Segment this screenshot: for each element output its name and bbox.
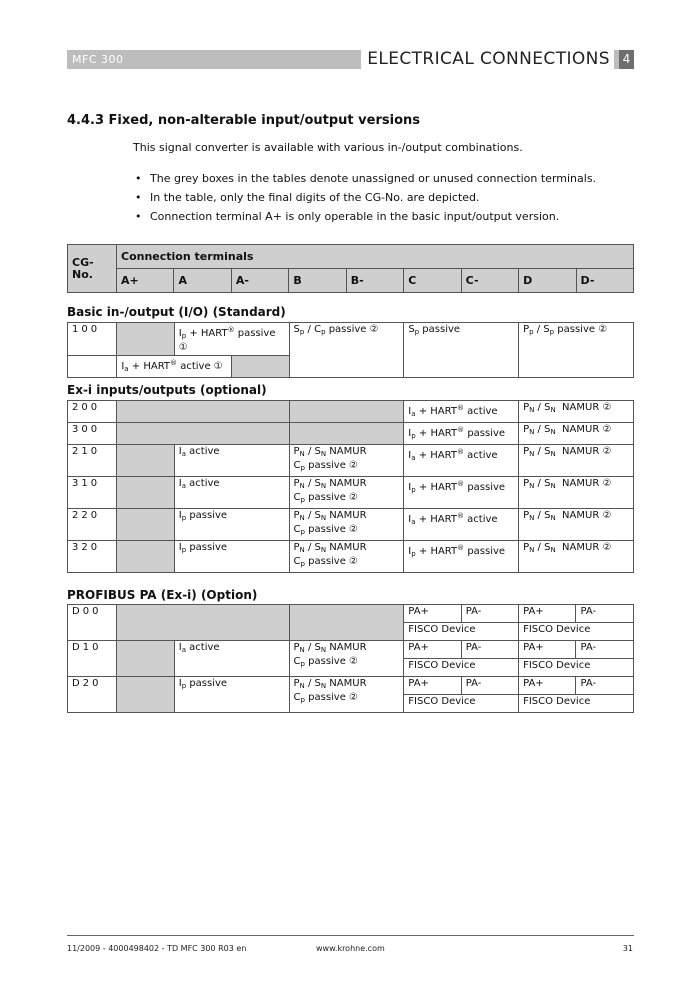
- grey-cell: [117, 423, 289, 445]
- terminal-header: D-: [576, 269, 634, 293]
- grey-cell: [289, 401, 404, 423]
- bullet-list: [133, 172, 596, 229]
- page-number: 31: [622, 944, 633, 953]
- grey-cell: [117, 677, 174, 713]
- pa-plus-c: PA+: [404, 677, 461, 695]
- pa-plus-d: PA+: [519, 641, 576, 659]
- bullet-item: • Connection terminal A+ is only operable in the basic input/output version.: [133, 210, 596, 229]
- cg-no-header: CG-No.: [68, 245, 117, 293]
- terminal-d-value: $P_N / S_N$ NAMUR ②: [519, 423, 634, 445]
- terminal-b-value: $P_N / S_N$ NAMUR $C_p$ passive ②: [289, 509, 404, 541]
- terminal-header: A-: [231, 269, 288, 293]
- footer-website[interactable]: www.krohne.com: [316, 944, 385, 953]
- pa-minus-c: PA-: [461, 641, 518, 659]
- terminal-a-value: $I_p$ passive: [174, 541, 289, 573]
- intro-text: This signal converter is available with various in-/output combinations.: [133, 141, 523, 154]
- cg-code: 210: [68, 445, 117, 477]
- pa-minus-d: PA-: [576, 605, 634, 623]
- terminal-b-value: $P_N / S_N$ NAMUR $C_p$ passive ②: [289, 641, 404, 677]
- bullet-item: • The grey boxes in the tables denote unassigned or unused connection terminals.: [133, 172, 596, 191]
- cg-code: 200: [68, 401, 117, 423]
- group-title-profibus: PROFIBUS PA (Ex-i) (Option): [67, 588, 258, 602]
- terminal-d-value: $P_N / S_N$ NAMUR ②: [519, 401, 634, 423]
- terminal-c-value: $S_p$ passive: [404, 323, 519, 378]
- terminal-a-value: $I_a$ active: [174, 477, 289, 509]
- terminal-a-value: $I_p$ passive: [174, 677, 289, 713]
- grey-cell: [117, 541, 174, 573]
- exi-table: [67, 400, 634, 573]
- chapter-title: ELECTRICAL CONNECTIONS: [361, 49, 614, 70]
- chapter-number: 4: [619, 50, 634, 69]
- terminal-header: A: [174, 269, 231, 293]
- terminal-c-value: $I_p$ + HART® passive: [404, 541, 519, 573]
- pa-minus-d: PA-: [576, 677, 634, 695]
- terminal-d-value: $P_N / S_N$ NAMUR ②: [519, 509, 634, 541]
- terminal-c-value: $I_a$ + HART® active: [404, 509, 519, 541]
- terminal-c-value: $I_p$ + HART® passive: [404, 423, 519, 445]
- fisco-device-c: FISCO Device: [404, 695, 519, 713]
- terminal-a-plus-value: $I_a$ + HART® active ①: [117, 356, 232, 378]
- cg-code: 310: [68, 477, 117, 509]
- footer-doc-id: 11/2009 - 4000498402 - TD MFC 300 R03 en: [67, 944, 247, 953]
- grey-cell: [232, 356, 289, 378]
- terminal-a-value: $I_p$ passive: [174, 509, 289, 541]
- bullet-item: • In the table, only the final digits of the CG-No. are depicted.: [133, 191, 596, 210]
- grey-cell: [289, 605, 404, 641]
- terminal-header: B-: [346, 269, 403, 293]
- group-title-exi: Ex-i inputs/outputs (optional): [67, 383, 267, 397]
- footer-divider: [67, 935, 634, 936]
- terminal-a-value: $I_p$ + HART® passive ①: [174, 323, 289, 356]
- grey-cell: [289, 423, 404, 445]
- pa-minus-d: PA-: [576, 641, 634, 659]
- terminal-d-value: $P_N / S_N$ NAMUR ②: [519, 541, 634, 573]
- grey-cell: [117, 445, 174, 477]
- pa-minus-c: PA-: [461, 605, 518, 623]
- pa-plus-d: PA+: [519, 677, 576, 695]
- terminal-b-value: $P_N / S_N$ NAMUR $C_p$ passive ②: [289, 445, 404, 477]
- grey-cell: [117, 477, 174, 509]
- page-header: [67, 50, 634, 69]
- grey-cell: [117, 605, 289, 641]
- profibus-table: [67, 604, 634, 713]
- fisco-device-d: FISCO Device: [519, 659, 634, 677]
- terminal-b-value: $P_N / S_N$ NAMUR $C_p$ passive ②: [289, 541, 404, 573]
- cg-code: 320: [68, 541, 117, 573]
- terminal-b-value: $P_N / S_N$ NAMUR $C_p$ passive ②: [289, 477, 404, 509]
- terminal-header: C: [404, 269, 461, 293]
- cg-code: D10: [68, 641, 117, 677]
- terminal-a-value: $I_a$ active: [174, 445, 289, 477]
- product-name: MFC 300: [72, 53, 124, 66]
- grey-cell: [117, 323, 174, 356]
- fisco-device-c: FISCO Device: [404, 659, 519, 677]
- grey-cell: [117, 401, 289, 423]
- fisco-device-d: FISCO Device: [519, 695, 634, 713]
- terminals-header-table: [67, 244, 634, 293]
- fisco-device-c: FISCO Device: [404, 623, 519, 641]
- grey-cell: [117, 641, 174, 677]
- pa-plus-c: PA+: [404, 641, 461, 659]
- terminal-c-value: $I_a$ + HART® active: [404, 445, 519, 477]
- group-title-basic: Basic in-/output (I/O) (Standard): [67, 305, 286, 319]
- terminal-b-value: $S_p / C_p$ passive ②: [289, 323, 404, 378]
- empty-cell: [68, 356, 117, 378]
- terminal-header: A+: [117, 269, 174, 293]
- cg-code: 220: [68, 509, 117, 541]
- terminal-b-value: $P_N / S_N$ NAMUR $C_p$ passive ②: [289, 677, 404, 713]
- section-title: 4.4.3 Fixed, non-alterable input/output versions: [67, 113, 420, 128]
- terminal-header: D: [519, 269, 576, 293]
- pa-minus-c: PA-: [461, 677, 518, 695]
- grey-cell: [117, 509, 174, 541]
- basic-io-table: [67, 322, 634, 378]
- cg-code: D00: [68, 605, 117, 641]
- terminal-c-value: $I_p$ + HART® passive: [404, 477, 519, 509]
- cg-code: 300: [68, 423, 117, 445]
- terminal-a-value: $I_a$ active: [174, 641, 289, 677]
- terminal-header: B: [289, 269, 346, 293]
- fisco-device-d: FISCO Device: [519, 623, 634, 641]
- pa-plus-d: PA+: [519, 605, 576, 623]
- pa-plus-c: PA+: [404, 605, 461, 623]
- terminal-header: C-: [461, 269, 518, 293]
- connection-terminals-header: Connection terminals: [117, 245, 634, 269]
- cg-code: D20: [68, 677, 117, 713]
- terminal-c-value: $I_a$ + HART® active: [404, 401, 519, 423]
- terminal-d-value: $P_N / S_N$ NAMUR ②: [519, 445, 634, 477]
- terminal-d-value: $P_p / S_p$ passive ②: [519, 323, 634, 378]
- terminal-d-value: $P_N / S_N$ NAMUR ②: [519, 477, 634, 509]
- cg-code: 100: [68, 323, 117, 356]
